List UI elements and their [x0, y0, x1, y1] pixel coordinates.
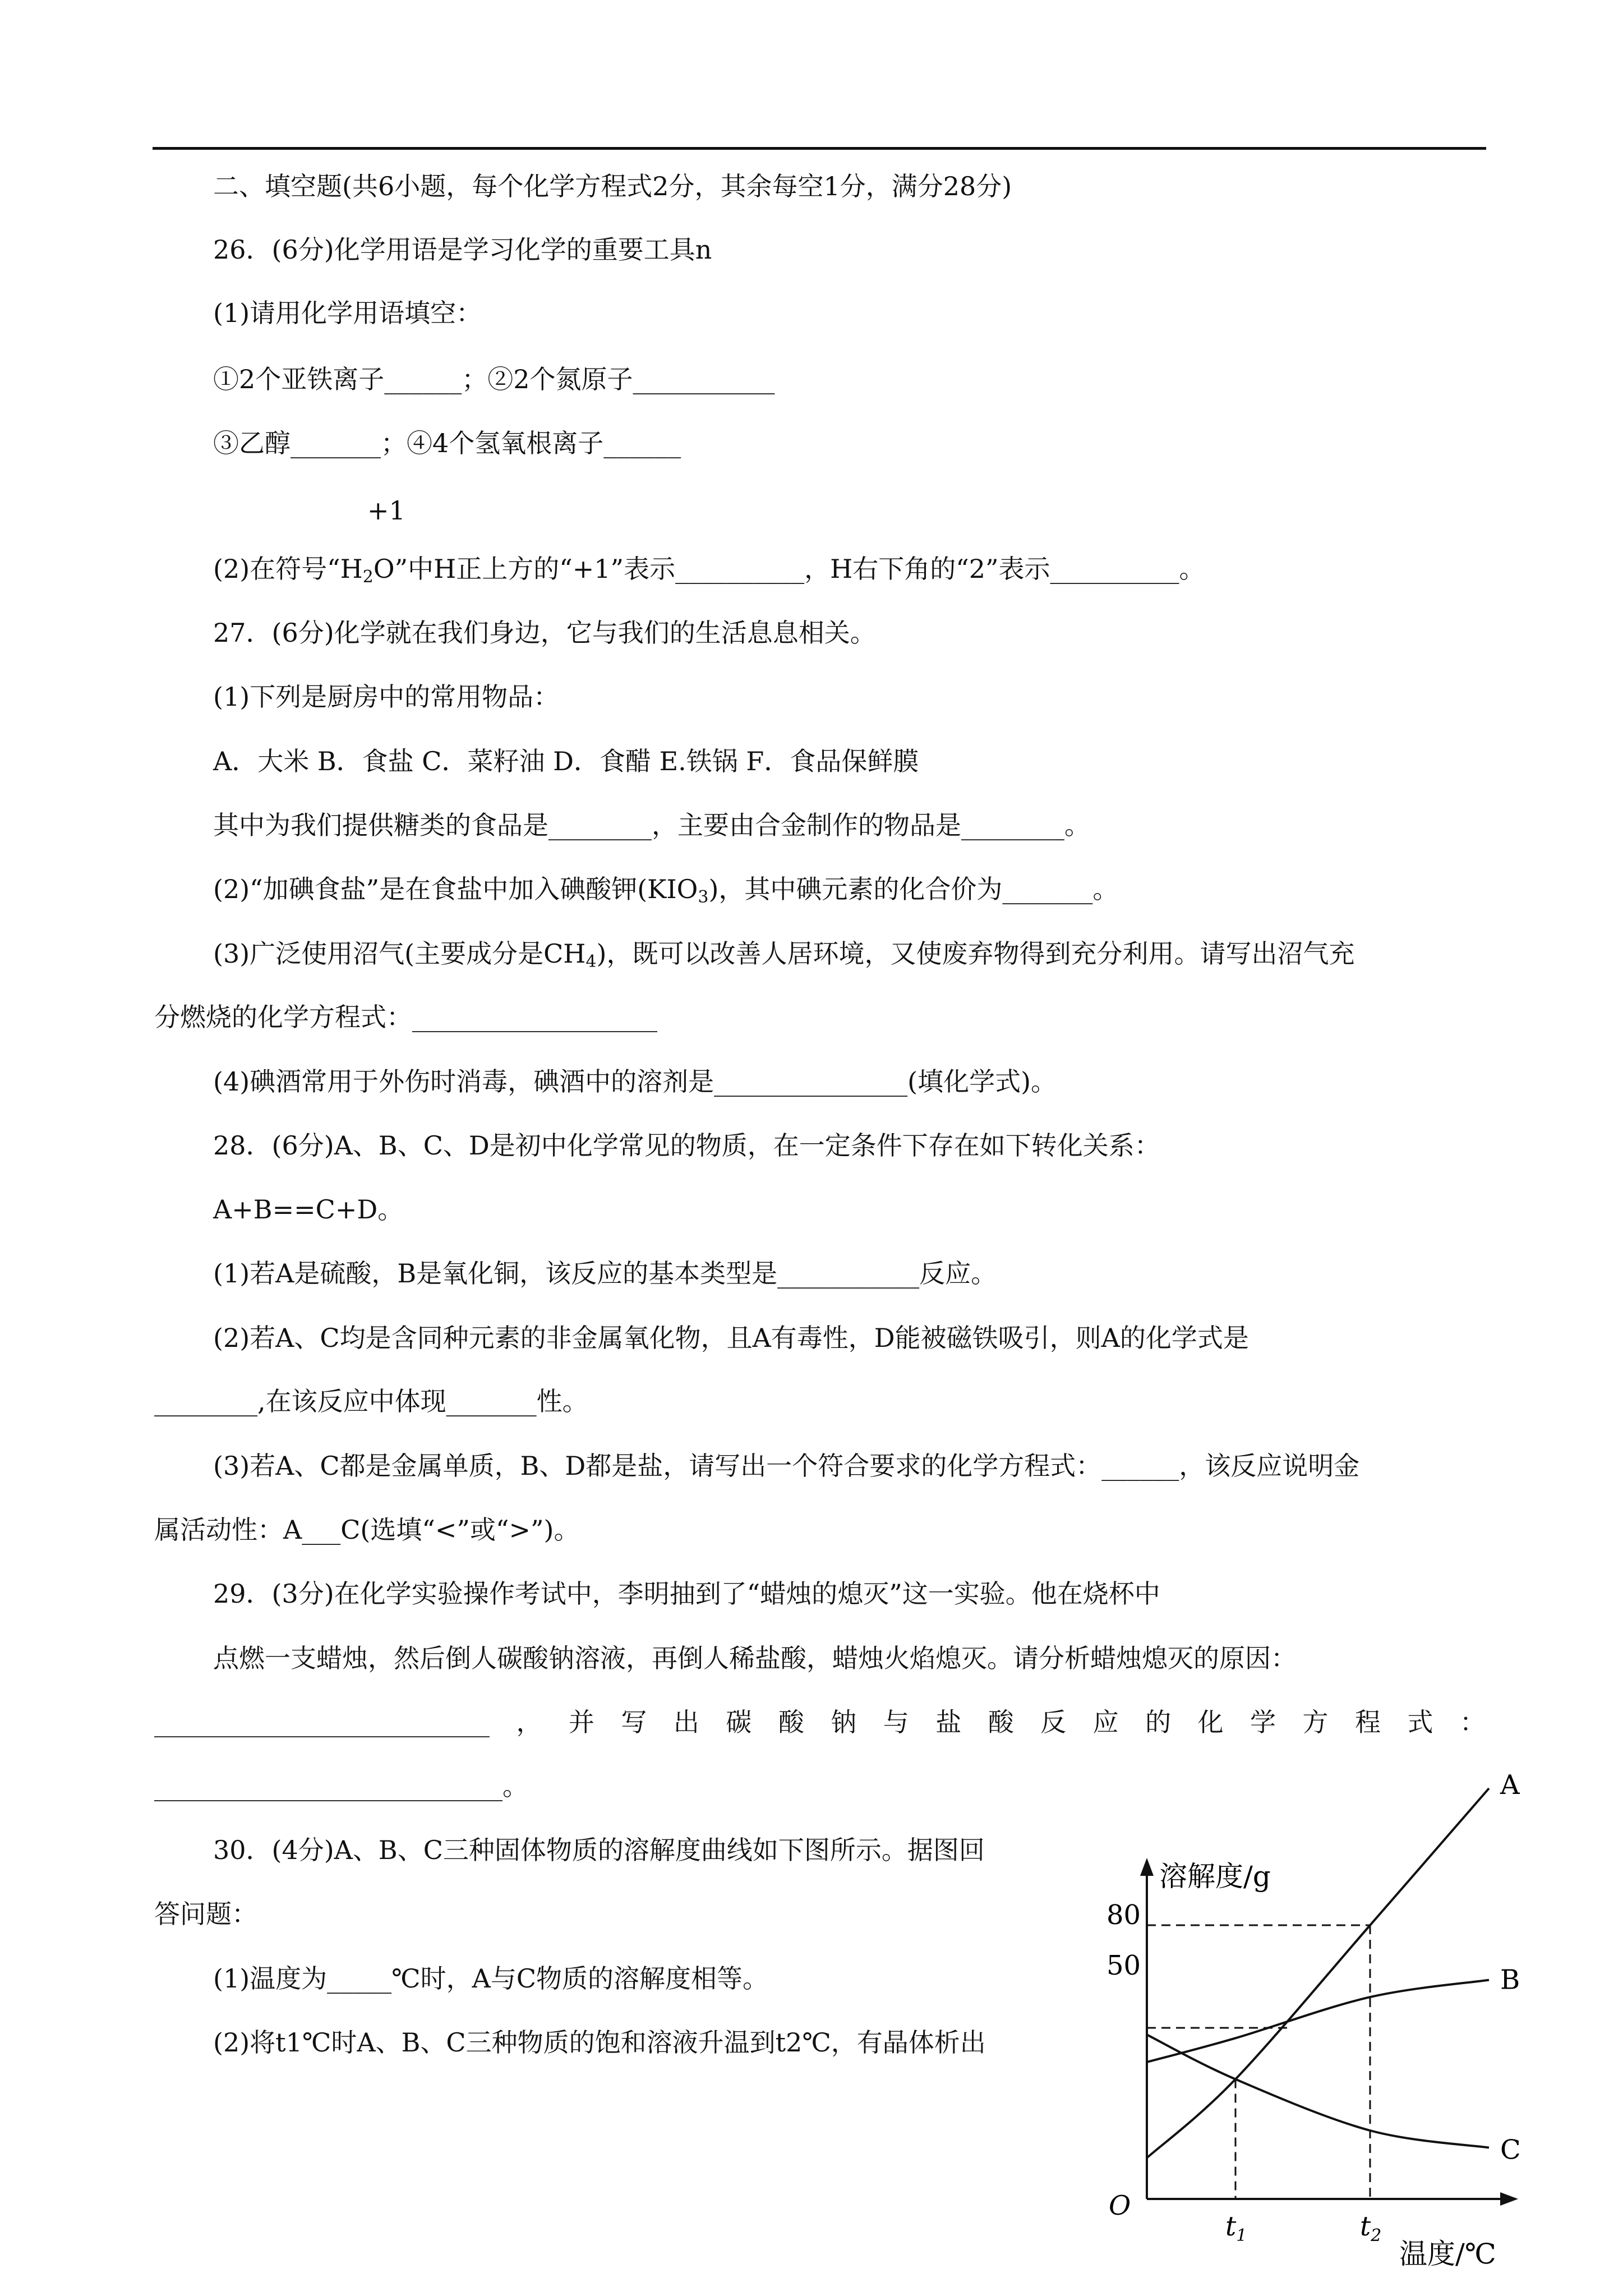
y-tick-50: 50	[1106, 1950, 1141, 1981]
q28-p1: (1)若A是硫酸，B是氧化铜，该反应的基本类型是___________反应。	[213, 1258, 997, 1289]
section-title: 二、填空题(共6小题，每个化学方程式2分，其余每空1分，满分28分)	[213, 171, 1012, 201]
y-tick-80: 80	[1106, 1899, 1141, 1931]
q30-head: 30．(4分)A、B、C三种固体物质的溶解度曲线如下图所示。据图回	[213, 1835, 985, 1865]
q30-p1: (1)温度为_____℃时，A与C物质的溶解度相等。	[213, 1963, 769, 1994]
q28-head: 28．(6分)A、B、C、D是初中化学常见的物质，在一定条件下存在如下转化关系：	[213, 1130, 1160, 1161]
q29-p1: 点燃一支蜡烛，然后倒人碳酸钠溶液，再倒人稀盐酸，蜡烛火焰熄灭。请分析蜡烛熄灭的原因：	[213, 1643, 1297, 1673]
q27-p3b: 分燃烧的化学方程式：___________________	[154, 1002, 657, 1032]
solubility-chart	[1096, 1769, 1545, 2289]
q26-head: 26．(6分)化学用语是学习化学的重要工具n	[213, 234, 712, 265]
y-axis-label: 溶解度/g	[1159, 1860, 1271, 1893]
q28-p2b: ________,在该反应中体现_______性。	[154, 1386, 588, 1416]
y-axis-arrow	[1140, 1858, 1154, 1876]
x-tick-t2: $t_2$	[1360, 2211, 1382, 2246]
q29-p2: __________________________ ， 并 写 出 碳 酸 钠 与 盐 酸 反 应 的 化 学 方 程 式 ：	[154, 1707, 1486, 1737]
x-axis-arrow	[1500, 2192, 1518, 2206]
q29-head: 29．(3分)在化学实验操作考试中，李明抽到了“蜡烛的熄灭”这一实验。他在烧杯中	[213, 1579, 1160, 1609]
series-label-c: C	[1500, 2134, 1521, 2166]
q29-p3: ___________________________。	[154, 1771, 528, 1801]
origin-label: O	[1109, 2190, 1131, 2221]
q27-p3: (3)广泛使用沼气(主要成分是$CH_4$)，既可以改善人居环境，又使废弃物得到充分利用。请写出沼气充	[213, 938, 1355, 972]
q27-p2: (2)“加碘食盐”是在食盐中加入碘酸钾$(KIO_3)$，其中碘元素的化合价为_______。	[213, 874, 1119, 907]
q26-p1b: ③乙醇_______；④4个氢氧根离子______	[213, 428, 681, 458]
q27-options: A．大米 B．食盐 C．菜籽油 D．食醋 E.铁锅 F．食品保鲜膜	[213, 746, 919, 776]
series-label-b: B	[1500, 1964, 1520, 1996]
series-label-a: A	[1500, 1769, 1520, 1801]
curve-b	[1147, 1980, 1489, 2062]
x-axis-label: 温度/℃	[1399, 2238, 1496, 2270]
q27-p1: (1)下列是厨房中的常用物品：	[213, 682, 560, 712]
q28-p3: (3)若A、C都是金属单质，B、D都是盐，请写出一个符合要求的化学方程式：______，该反应说明金	[213, 1451, 1360, 1481]
q27-p4: (4)碘酒常用于外伤时消毒，碘酒中的溶剂是_______________(填化学式)。	[213, 1066, 1057, 1097]
q26-p2: (2)在符号“$H_2O$”中H正上方的“+1”表示__________，H右下角的“2”表示__________。	[213, 554, 1205, 587]
q26-superscript-plus1: +1	[367, 495, 405, 526]
q27-p1-question: 其中为我们提供糖类的食品是________，主要由合金制作的物品是________。	[213, 810, 1090, 840]
q28-p2: (2)若A、C均是含同种元素的非金属氧化物，且A有毒性，D能被磁铁吸引，则A的化学式是	[213, 1323, 1249, 1353]
q28-p3b: 属活动性：A___C(选填“<”或“>”)。	[154, 1515, 580, 1545]
q26-p1: (1)请用化学用语填空：	[213, 298, 482, 328]
q30-p2: (2)将t1℃时A、B、C三种物质的饱和溶液升温到t2℃，有晶体析出	[213, 2027, 986, 2058]
curve-c	[1147, 2035, 1489, 2147]
curve-a	[1147, 1788, 1489, 2158]
q26-p1a: ①2个亚铁离子______；②2个氮原子___________	[213, 364, 775, 394]
q27-head: 27．(6分)化学就在我们身边，它与我们的生活息息相关。	[213, 618, 876, 648]
x-tick-t1: $t_1$	[1225, 2211, 1247, 2246]
q28-equation: A+B==C+D。	[213, 1194, 404, 1225]
q30-head2: 答问题：	[154, 1899, 257, 1929]
top-rule	[153, 147, 1486, 150]
